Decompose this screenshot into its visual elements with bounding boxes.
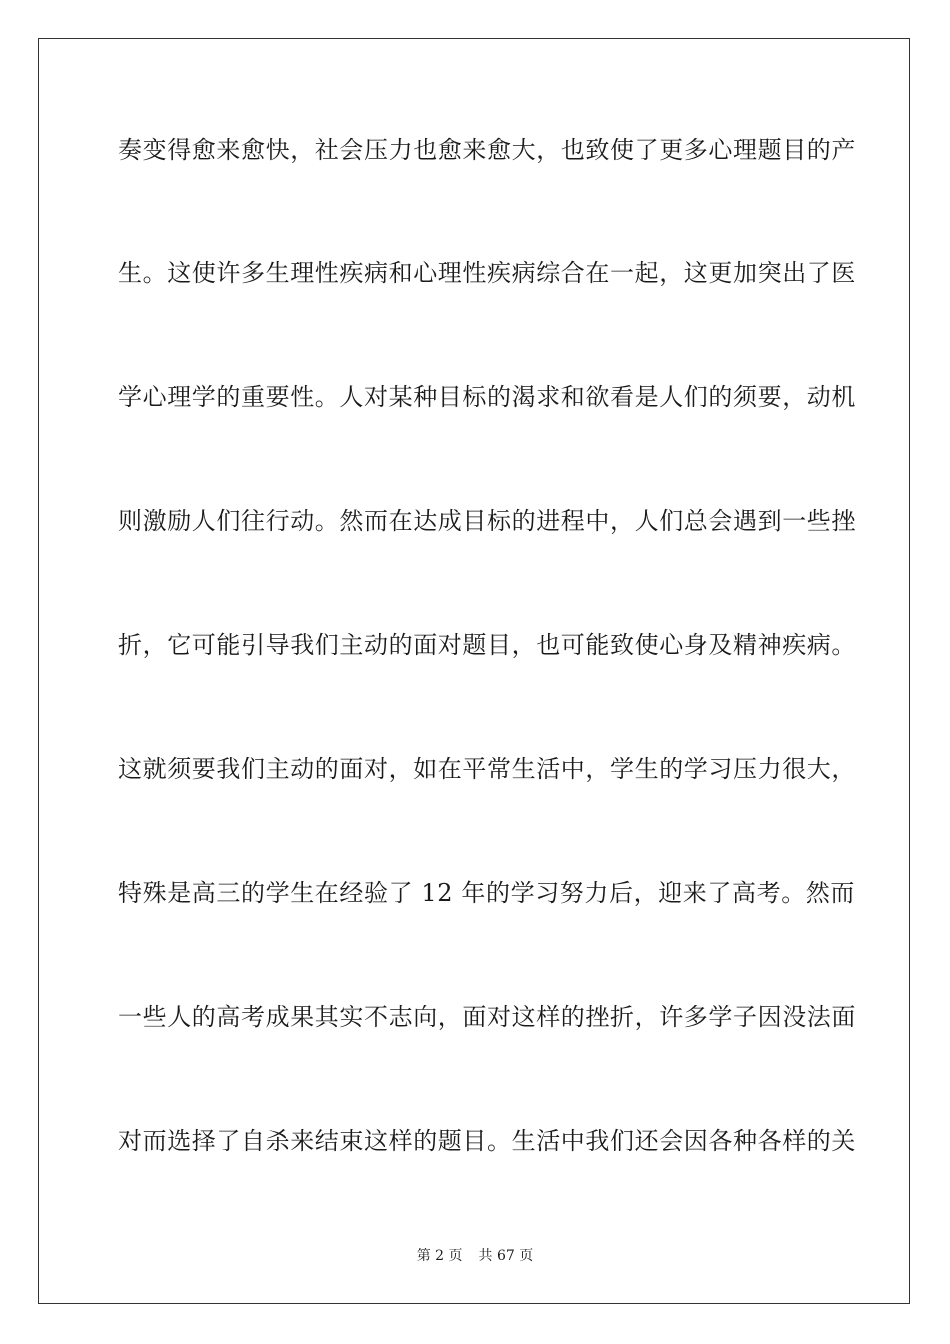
body-text-line-6: 这就须要我们主动的面对，如在平常生活中，学生的学习压力很大， [118,755,856,783]
body-text-line-2: 生。这使许多生理性疾病和心理性疾病综合在一起，这更加突出了医 [118,259,856,287]
body-text-line-7: 特殊是高三的学生在经验了 12 年的学习努力后，迎来了高考。然而 [118,879,855,907]
body-text-line-9: 对而选择了自杀来结束这样的题目。生活中我们还会因各种各样的关 [118,1127,856,1155]
page-border [38,38,910,1304]
body-text-line-5: 折，它可能引导我们主动的面对题目，也可能致使心身及精神疾病。 [118,631,856,659]
page-footer [0,1247,950,1265]
body-text-line-4: 则激励人们往行动。然而在达成目标的进程中，人们总会遇到一些挫 [118,507,856,535]
body-text-line-1: 奏变得愈来愈快，社会压力也愈来愈大，也致使了更多心理题目的产 [118,136,856,164]
page-number: 第 2 页 [416,1248,463,1264]
page-total: 共 67 页 [478,1248,534,1264]
body-text-line-8: 一些人的高考成果其实不志向，面对这样的挫折，许多学子因没法面 [118,1003,856,1031]
body-text-line-3: 学心理学的重要性。人对某种目标的渴求和欲看是人们的须要，动机 [118,383,856,411]
